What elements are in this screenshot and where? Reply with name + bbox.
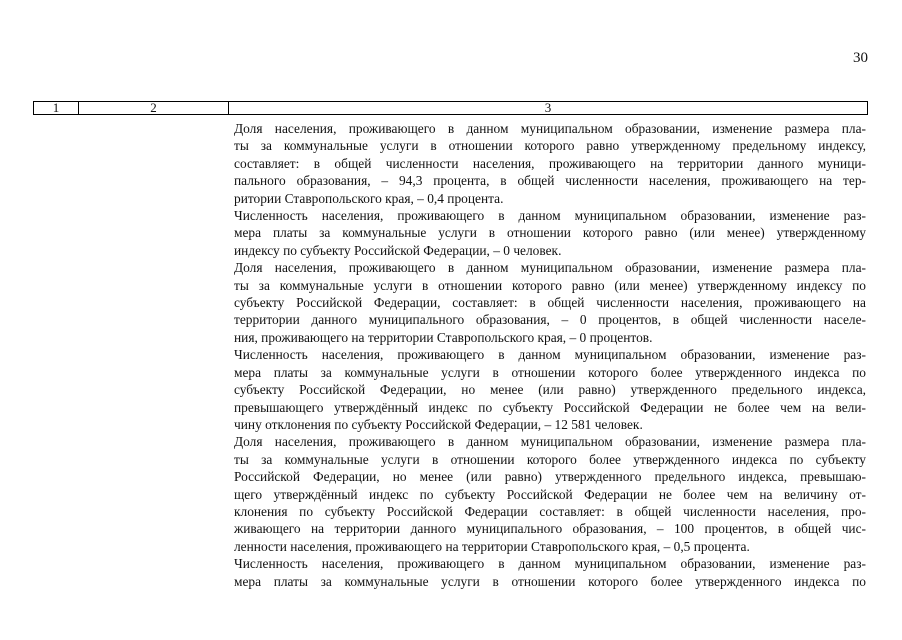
paragraph bbox=[234, 346, 866, 433]
paragraph-line: превышающего утверждённый индекс по субъекту Российской Федерации не более чем на вели- bbox=[234, 399, 866, 415]
paragraph-line: Российской Федерации, но менее (или равно) утвержденного предельного индекса, превышаю- bbox=[234, 469, 866, 485]
paragraph-line: субъекту Российской Федерации, но менее (или равно) утвержденного предельного индекса, bbox=[234, 382, 866, 398]
paragraph-line: территории данного муниципального образования, – 0 процентов, в общей численности населе- bbox=[234, 312, 866, 328]
paragraph-line: пального образования, – 94,3 процента, в общей численности населения, проживающего на тер- bbox=[234, 173, 866, 189]
paragraph bbox=[234, 433, 866, 555]
paragraph-line: Численность населения, проживающего в данном муниципальном образовании, изменение раз- bbox=[234, 347, 866, 363]
paragraph-line: ты за коммунальные услуги в отношении которого равно утвержденному предельному индексу, bbox=[234, 138, 866, 154]
paragraph-line: клонения по субъекту Российской Федерации составляет: в общей численности населения, про- bbox=[234, 503, 866, 519]
paragraph-line: Численность населения, проживающего в данном муниципальном образовании, изменение раз- bbox=[234, 556, 866, 572]
paragraph-line: ленности населения, проживающего на территории Ставропольского края, – 0,5 процента. bbox=[234, 538, 750, 554]
paragraph bbox=[234, 120, 866, 207]
paragraph bbox=[234, 259, 866, 346]
table-header-col-1: 1 bbox=[34, 102, 79, 114]
paragraph-line: составляет: в общей численности населения, проживающего на территории данного муници- bbox=[234, 155, 866, 171]
table-header-col-3: 3 bbox=[544, 100, 552, 115]
paragraph-line: ритории Ставропольского края, – 0,4 процента. bbox=[234, 190, 504, 206]
paragraph-line: ты за коммунальные услуги в отношении которого равно (или менее) утвержденному индексу по bbox=[234, 277, 866, 293]
paragraph bbox=[234, 555, 866, 590]
table-header-row bbox=[33, 101, 868, 115]
paragraph-line: ния, проживающего на территории Ставропольского края, – 0 процентов. bbox=[234, 329, 653, 345]
column-3-content bbox=[234, 120, 866, 590]
paragraph-line: мера платы за коммунальные услуги в отношении которого равно (или менее) утвержденному bbox=[234, 225, 866, 241]
paragraph-line: Численность населения, проживающего в данном муниципальном образовании, изменение раз- bbox=[234, 208, 866, 224]
paragraph-line: индексу по субъекту Российской Федерации, – 0 человек. bbox=[234, 242, 562, 258]
paragraph-line: чину отклонения по субъекту Российской Федерации, – 12 581 человек. bbox=[234, 416, 643, 432]
page-number: 30 bbox=[853, 50, 868, 66]
paragraph-line: субъекту Российской Федерации, составляет: в общей численности населения, проживающего на bbox=[234, 295, 866, 311]
paragraph bbox=[234, 207, 866, 259]
paragraph-line: щего утверждённый индекс по субъекту Российской Федерации не более чем на величину от- bbox=[234, 486, 866, 502]
paragraph-line: мера платы за коммунальные услуги в отношении которого более утвержденного индекса по bbox=[234, 573, 866, 589]
paragraph-line: мера платы за коммунальные услуги в отношении которого более утвержденного индекса по bbox=[234, 364, 866, 380]
paragraph-line: Доля населения, проживающего в данном муниципальном образовании, изменение размера пла- bbox=[234, 121, 866, 136]
paragraph-line: Доля населения, проживающего в данном муниципальном образовании, изменение размера пла- bbox=[234, 260, 866, 276]
paragraph-line: живающего на территории данного муниципального образования, – 100 процентов, в общей чис- bbox=[234, 521, 866, 537]
paragraph-line: Доля населения, проживающего в данном муниципальном образовании, изменение размера пла- bbox=[234, 434, 866, 450]
table-header-col-2: 2 bbox=[79, 102, 229, 114]
paragraph-line: ты за коммунальные услуги в отношении которого более утвержденного индекса по субъекту bbox=[234, 451, 866, 467]
